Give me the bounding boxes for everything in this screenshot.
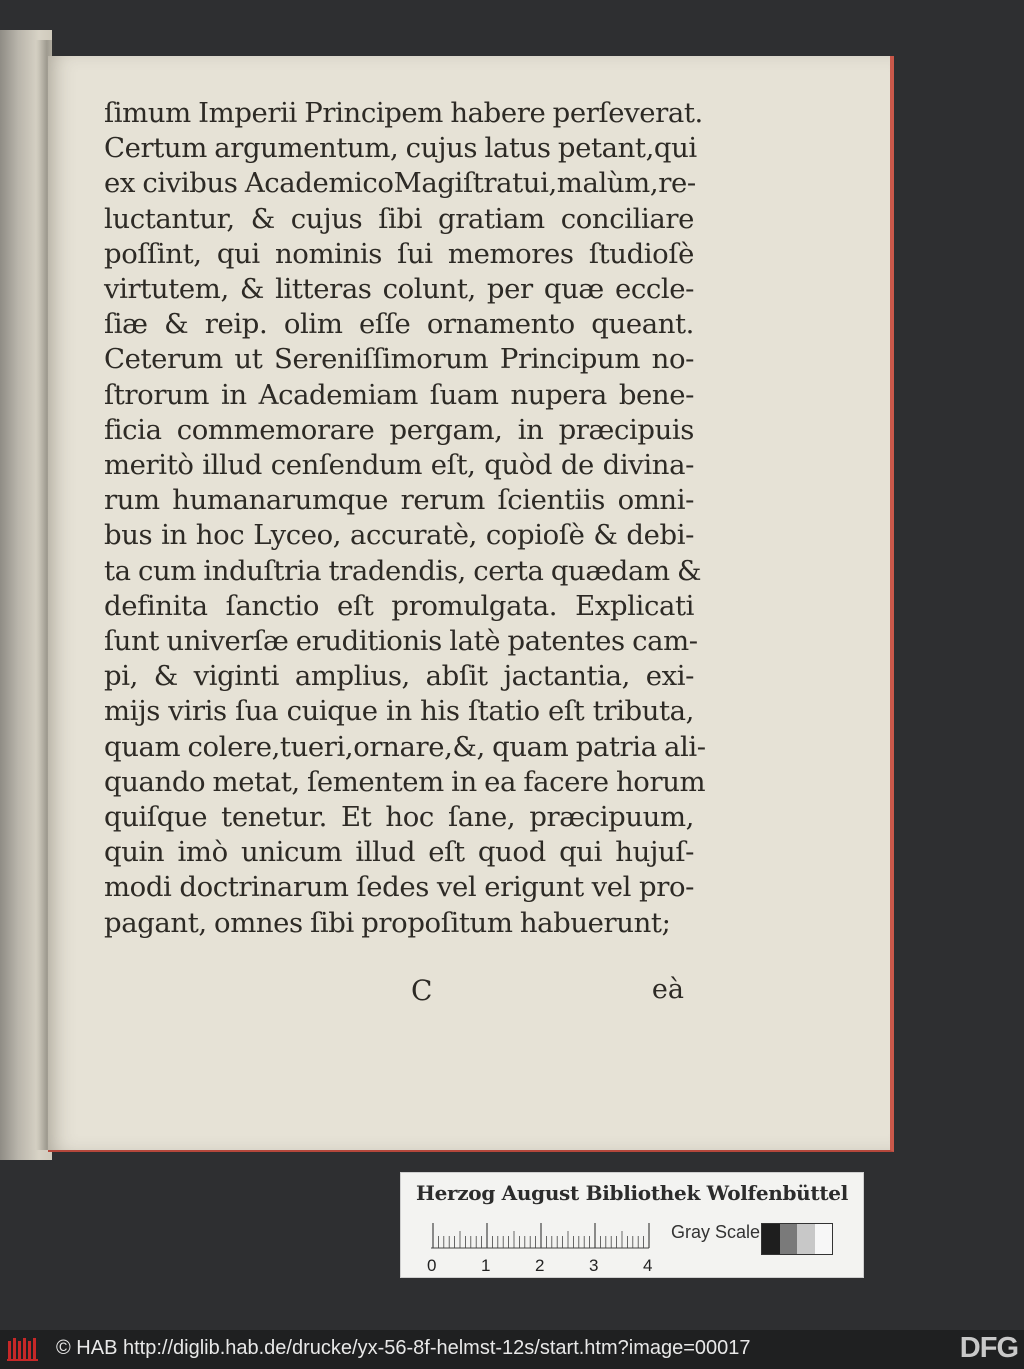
text-line: quiſque tenetur. Et hoc ſane, præcipuum, (104, 801, 694, 834)
text-line: ſiæ & reip. olim eſſe ornamento queant. (104, 308, 694, 341)
ruler-number-4: 4 (643, 1256, 653, 1275)
text-line: Ceterum ut Sereniſſimorum Principum no- (104, 343, 694, 376)
ruler-number-1: 1 (481, 1256, 491, 1275)
text-line: modi doctrinarum ſedes vel erigunt vel pro- (104, 871, 694, 904)
text-line: ta cum induſtria tradendis, certa quædam & (104, 554, 702, 587)
text-line: ſimum Imperii Principem habere perſeverat. (104, 97, 703, 129)
gray-swatch (797, 1224, 815, 1254)
text-line: poſſint, qui nominis ſui memores ſtudioſè (104, 237, 694, 270)
text-line: ſtrorum in Academiam ſuam nupera bene- (104, 378, 694, 411)
text-line: pi, & viginti amplius, abſit jactantia, exi- (104, 660, 694, 693)
gray-swatch (780, 1224, 798, 1254)
text-line: quando metat, ſementem in ea facere horum (104, 765, 706, 798)
text-line: quin imò unicum illud eſt quod qui hujuſ- (104, 836, 694, 869)
hab-logo-icon (6, 1335, 42, 1363)
measurement-ruler (431, 1223, 661, 1249)
gray-scale-label: Gray Scale (671, 1222, 761, 1242)
gray-swatch (762, 1224, 780, 1254)
text-line: ficia commemorare pergam, in præcipuis (104, 413, 694, 446)
ruler-number-2: 2 (535, 1256, 545, 1275)
gray-scale-swatches (761, 1223, 833, 1255)
text-line: ſunt univerſæ eruditionis latè patentes cam- (104, 625, 698, 658)
text-line: ex civibus AcademicoMagiſtratui,malùm,re- (104, 167, 696, 200)
library-name: Herzog August Bibliothek Wolfenbüttel (415, 1181, 849, 1205)
text-line: rum humanarumque rerum ſcientiis omni- (104, 484, 694, 517)
dfg-logo: DFG (956, 1332, 1018, 1365)
page-footer-line (104, 974, 694, 1010)
book-page (48, 56, 894, 1152)
ruler-number-0: 0 (427, 1256, 437, 1275)
copyright-url[interactable]: © HAB http://diglib.hab.de/drucke/yx-56-8f-helmst-12s/start.htm?image=00017 (56, 1337, 751, 1359)
text-line: virtutem, & litteras colunt, per quæ eccle- (104, 273, 694, 306)
ruler-number-3: 3 (589, 1256, 599, 1275)
text-line: mijs viris ſua cuique in his ſtatio eſt tributa, (104, 695, 694, 728)
text-line: bus in hoc Lyceo, accuratè, copioſè & debi- (104, 519, 694, 552)
catchword: eà (651, 974, 684, 1005)
text-line: definita ſanctio eſt promulgata. Explicati (104, 589, 694, 622)
gray-swatch (815, 1224, 833, 1254)
text-line: meritò illud cenſendum eſt, quòd de divina- (104, 449, 694, 482)
text-line: luctantur, & cujus ſibi gratiam conciliare (104, 202, 694, 235)
signature-mark: C (411, 974, 433, 1007)
text-line: pagant, omnes ſibi propoſitum habuerunt; (104, 906, 671, 939)
library-color-label (400, 1172, 864, 1278)
footer-bar (0, 1330, 1024, 1369)
text-line: Certum argumentum, cujus latus petant,qui (104, 132, 697, 165)
page-text-block (104, 96, 706, 941)
text-line: quam colere,tueri,ornare,&, quam patria ali- (104, 730, 706, 763)
